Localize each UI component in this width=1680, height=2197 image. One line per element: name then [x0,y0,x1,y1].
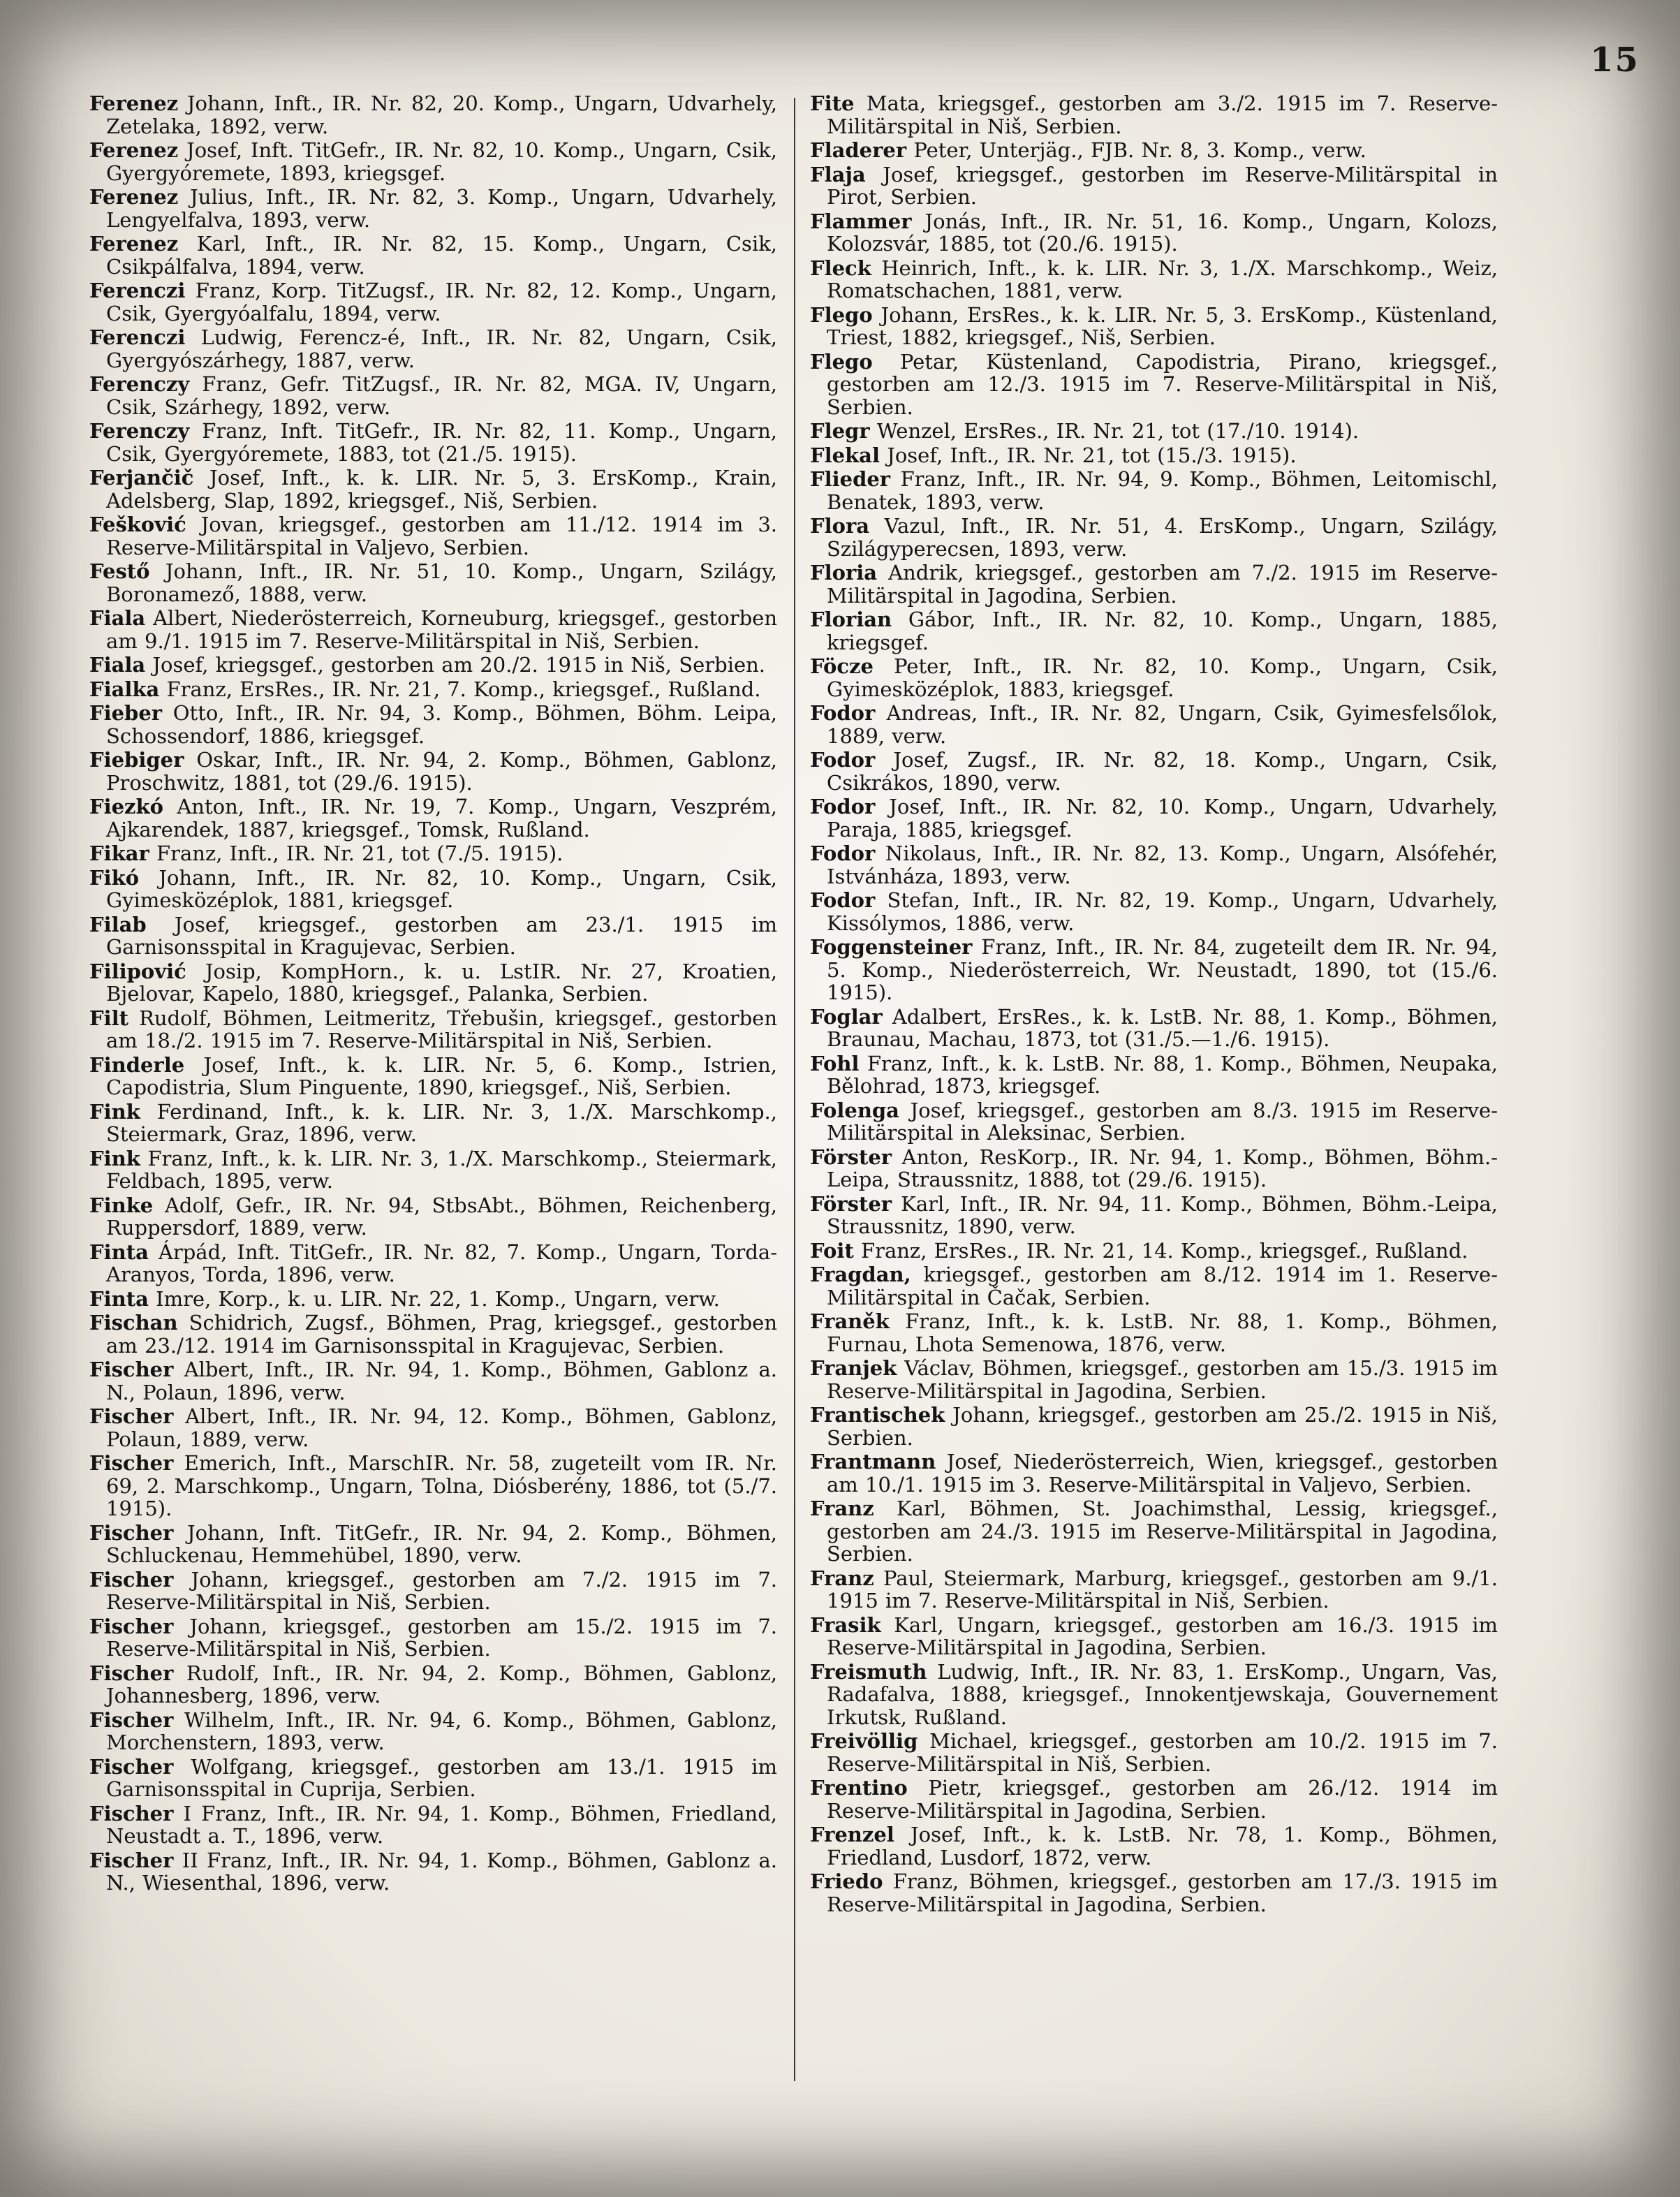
entry-details: Ferdinand, Inft., k. k. LIR. Nr. 3, 1./X. Marschkomp., Steiermark, Graz, 1896, verw. [106,1099,777,1146]
entry-details: Schidrich, Zugsf., Böhmen, Prag, kriegsgef., gestorben am 23./12. 1914 im Garnisonsspital in Kragujevac, Serbien. [106,1311,778,1358]
list-entry [810,257,1498,302]
list-entry [89,1194,777,1240]
list-entry [810,561,1498,607]
entry-details: Ludwig, Inft., IR. Nr. 83, 1. ErsKomp., Ungarn, Vas, Radafalva, 1888, kriegsgef., Innokentjewskaja, Gouvernement Irkutsk, Rußland. [827,1659,1498,1729]
entry-surname: Frantischek [810,1403,945,1427]
list-entry [810,1567,1498,1612]
entry-surname: Freismuth [810,1659,927,1684]
entry-details: Stefan, Inft., IR. Nr. 82, 19. Komp., Ungarn, Udvarhely, Kissólymos, 1886, verw. [827,888,1498,935]
entry-details: Franz, Inft. TitGefr., IR. Nr. 82, 11. Komp., Ungarn, Csik, Gyergyóremete, 1883, tot (21./5. 1915). [106,419,777,466]
entry-surname: Festő [89,559,150,583]
list-entry [810,444,1498,467]
entry-details: Wolfgang, kriegsgef., gestorben am 13./1. 1915 im Garnisonsspital in Cuprija, Serbien. [106,1754,777,1801]
entry-details: Karl, Inft., IR. Nr. 82, 15. Komp., Ungarn, Csik, Csikpálfalva, 1894, verw. [106,232,778,279]
entry-surname: Fink [89,1146,140,1170]
list-entry [89,1452,777,1520]
list-entry [89,1662,777,1707]
entry-surname: Föcze [810,654,874,678]
entry-details: Josip, KompHorn., k. u. LstIR. Nr. 27, Kroatien, Bjelovar, Kapelo, 1880, kriegsgef., Palanka, Serbien. [106,959,777,1006]
entry-surname: Fiebiger [89,748,184,772]
column-divider [794,98,795,2081]
entry-details: Otto, Inft., IR. Nr. 94, 3. Komp., Böhmen, Böhm. Leipa, Schossendorf, 1886, kriegsgef. [106,701,778,748]
list-entry [89,233,777,278]
entry-surname: Folenga [810,1098,899,1122]
entry-details: Karl, Inft., IR. Nr. 94, 11. Komp., Böhmen, Böhm.-Leipa, Straussnitz, 1890, verw. [827,1191,1498,1238]
entry-surname: Fite [810,91,855,115]
entry-surname: Floria [810,561,878,585]
list-entry [810,1146,1498,1191]
list-entry [810,515,1498,560]
list-entry [89,373,777,418]
entry-surname: Franjek [810,1356,897,1380]
entry-details: Julius, Inft., IR. Nr. 82, 3. Komp., Ungarn, Udvarhely, Lengyelfalva, 1893, verw. [106,185,777,232]
list-entry [810,1099,1498,1145]
entry-surname: Ferenez [89,185,179,209]
list-entry [89,466,777,512]
entry-details: Jovan, kriegsgef., gestorben am 11./12. 1914 im 3. Reserve-Militärspital in Valjevo, Serbien. [106,513,777,559]
list-entry [810,1497,1498,1566]
list-entry [810,1661,1498,1729]
list-entry [89,1358,777,1404]
entry-surname: Fischer [89,1358,174,1381]
list-entry [89,1007,777,1052]
entry-details: Ludwig, Ferencz-é, Inft., IR. Nr. 82, Ungarn, Csik, Gyergyószárhegy, 1887, verw. [106,325,777,372]
list-entry [89,1054,777,1099]
entry-details: Heinrich, Inft., k. k. LIR. Nr. 3, 1./X. Marschkomp., Weiz, Romatschachen, 1881, verw. [827,256,1498,302]
entry-details: Franz, Inft., k. k. LstB. Nr. 88, 1. Komp., Böhmen, Neupaka, Bělohrad, 1873, kriegsgef. [827,1051,1498,1098]
list-entry [810,1263,1498,1309]
list-entry [810,163,1498,209]
entry-surname: Ferenczi [89,325,186,349]
entry-details: Josef, Inft. TitGefr., IR. Nr. 82, 10. Komp., Ungarn, Csik, Gyergyóremete, 1893, kriegsgef. [106,138,777,185]
entry-details: Albert, Inft., IR. Nr. 94, 1. Komp., Böhmen, Gablonz a. N., Polaun, 1896, verw. [106,1358,778,1404]
entry-surname: Fischer [89,1754,174,1779]
entry-details: Franz, ErsRes., IR. Nr. 21, 7. Komp., kriegsgef., Rußland. [166,677,761,701]
entry-details: Mata, kriegsgef., gestorben am 3./2. 1915 im 7. Reserve-Militärspital in Niš, Serbien. [827,91,1498,138]
list-entry [89,139,777,184]
entry-surname: Fischer [89,1848,174,1872]
entry-details: Emerich, Inft., MarschIR. Nr. 58, zugeteilt vom IR. Nr. 69, 2. Marschkomp., Ungarn, Tolna, Diósberény, 1886, tot (5./7. 1915). [106,1451,777,1520]
entry-surname: Fialka [89,677,160,701]
entry-surname: Finta [89,1286,149,1311]
list-entry [810,889,1498,934]
entry-surname: Freivöllig [810,1729,918,1753]
entry-details: Josef, kriegsgef., gestorben am 23./1. 1915 im Garnisonsspital in Kragujevac, Serbien. [106,912,778,959]
list-entry [89,1241,777,1286]
entry-surname: Fragdan, [810,1263,911,1286]
entry-surname: Fešković [89,513,186,536]
entry-details: Gábor, Inft., IR. Nr. 82, 10. Komp., Ungarn, 1885, kriegsgef. [827,608,1498,654]
list-entry [89,1288,777,1311]
entry-surname: Flekal [810,443,880,467]
entry-surname: Frentino [810,1776,908,1800]
list-entry [89,186,777,231]
list-entry [89,842,777,865]
entry-surname: Fiala [89,606,146,630]
list-entry [89,749,777,794]
list-entry [89,1615,777,1661]
list-entry [810,608,1498,654]
entry-surname: Foggensteiner [810,935,973,959]
list-entry [810,749,1498,794]
entry-surname: Ferenczy [89,372,190,396]
entry-details: II Franz, Inft., IR. Nr. 94, 1. Komp., Böhmen, Gablonz a. N., Wiesenthal, 1896, verw. [106,1848,778,1895]
entry-surname: Fiezkó [89,795,163,818]
entry-details: Franz, Böhmen, kriegsgef., gestorben am 17./3. 1915 im Reserve-Militärspital in Jagodina, Serbien. [827,1869,1498,1916]
list-entry [810,1870,1498,1916]
list-entry [89,678,777,701]
list-entry [810,1614,1498,1659]
entry-details: Franz, Gefr. TitZugsf., IR. Nr. 82, MGA. IV, Ungarn, Csik, Szárhegy, 1892, verw. [106,372,778,419]
entry-details: Adalbert, ErsRes., k. k. LstB. Nr. 88, 1. Komp., Böhmen, Braunau, Machau, 1873, tot (31./5.—1./6. 1915). [827,1004,1498,1051]
entry-details: Nikolaus, Inft., IR. Nr. 82, 13. Komp., Ungarn, Alsófehér, Istvánháza, 1893, verw. [827,842,1498,888]
entry-details: Árpád, Inft. TitGefr., IR. Nr. 82, 7. Komp., Ungarn, Torda-Aranyos, Torda, 1896, verw. [106,1240,777,1286]
entry-surname: Franz [810,1566,874,1590]
entry-details: Anton, Inft., IR. Nr. 19, 7. Komp., Ungarn, Veszprém, Ajkarendek, 1887, kriegsgef., Tomsk, Rußland. [106,795,778,842]
page-number: 15 [1590,41,1640,80]
entry-details: Josef, kriegsgef., gestorben im Reserve-Militärspital in Pirot, Serbien. [827,162,1498,209]
entry-details: Wilhelm, Inft., IR. Nr. 94, 6. Komp., Böhmen, Gablonz, Morchenstern, 1893, verw. [106,1707,777,1754]
entry-surname: Fodor [810,842,876,865]
list-entry [89,1756,777,1801]
list-entry [810,420,1498,443]
entry-surname: Fischer [89,1614,174,1638]
list-entry [89,326,777,372]
entry-details: Franz, Inft., IR. Nr. 21, tot (7./5. 1915). [156,842,563,865]
entry-details: Rudolf, Böhmen, Leitmeritz, Třebušin, kriegsgef., gestorben am 18./2. 1915 im 7. Reserve-Militärspital in Niš, Serbien. [106,1006,778,1052]
entry-details: Petar, Küstenland, Capodistria, Pirano, kriegsgef., gestorben am 12./3. 1915 im 7. Reserve-Militärspital in Niš, Serbien. [827,349,1498,419]
entry-surname: Frasik [810,1612,881,1637]
list-entry [810,1310,1498,1355]
entry-details: Rudolf, Inft., IR. Nr. 94, 2. Komp., Böhmen, Gablonz, Johannesberg, 1896, verw. [106,1661,778,1707]
entry-details: Václav, Böhmen, kriegsgef., gestorben am 15./3. 1915 im Reserve-Militärspital in Jagodina, Serbien. [827,1356,1498,1403]
list-entry [89,960,777,1006]
entry-surname: Flieder [810,467,891,491]
entry-details: I Franz, Inft., IR. Nr. 94, 1. Komp., Böhmen, Friedland, Neustadt a. T., 1896, verw. [106,1801,777,1848]
entry-details: Johann, kriegsgef., gestorben am 7./2. 1915 im 7. Reserve-Militärspital in Niš, Serbien. [106,1567,778,1614]
list-entry [89,1568,777,1614]
entry-details: Johann, Inft., IR. Nr. 82, 10. Komp., Ungarn, Csik, Gyimesközéplok, 1881, kriegsgef. [106,865,777,912]
entry-details: Josef, kriegsgef., gestorben am 20./2. 1915 in Niš, Serbien. [152,653,766,677]
entry-surname: Flaja [810,162,866,186]
entry-surname: Fischan [89,1311,178,1335]
entry-surname: Fischer [89,1661,174,1685]
list-entry [810,351,1498,419]
list-entry [810,92,1498,138]
entry-surname: Fischer [89,1404,174,1428]
entry-details: Josef, Inft., k. k. LstB. Nr. 78, 1. Komp., Böhmen, Friedland, Lusdorf, 1872, verw. [827,1823,1498,1869]
entry-surname: Fischer [89,1520,174,1545]
entry-surname: Fikar [89,842,149,865]
entry-surname: Finta [89,1240,149,1264]
entry-surname: Flammer [810,209,912,233]
list-entry [89,279,777,325]
list-entry [810,842,1498,888]
left-column [89,92,777,1896]
list-entry [89,1405,777,1450]
list-entry [89,420,777,465]
entry-surname: Fohl [810,1051,860,1075]
entry-surname: Fischer [89,1801,174,1825]
entry-surname: Ferjančič [89,466,194,490]
list-entry [89,560,777,605]
list-entry [89,1522,777,1567]
list-entry [810,210,1498,256]
list-entry [89,1802,777,1848]
entry-surname: Flegr [810,419,870,443]
entry-surname: Fikó [89,865,140,890]
entry-details: Andreas, Inft., IR. Nr. 82, Ungarn, Csik, Gyimesfelsőlok, 1889, verw. [827,701,1498,748]
list-entry [89,513,777,559]
list-entry [89,1101,777,1146]
list-entry [810,1450,1498,1496]
entry-details: Oskar, Inft., IR. Nr. 94, 2. Komp., Böhmen, Gablonz, Proschwitz, 1881, tot (29./6. 1915). [106,748,778,795]
entry-details: Josef, Inft., k. k. LIR. Nr. 5, 6. Komp., Istrien, Capodistria, Slum Pinguente, 1890, kriegsgef., Niš, Serbien. [106,1052,778,1099]
entry-details: Jonás, Inft., IR. Nr. 51, 16. Komp., Ungarn, Kolozs, Kolozsvár, 1885, tot (20./6. 1915). [827,209,1498,256]
entry-surname: Förster [810,1191,892,1216]
entry-surname: Frantmann [810,1450,936,1474]
entry-surname: Fodor [810,748,876,772]
list-entry [89,913,777,959]
entry-surname: Friedo [810,1869,883,1893]
list-entry [89,867,777,912]
entry-details: Johann, ErsRes., k. k. LIR. Nr. 5, 3. ErsKomp., Küstenland, Triest, 1882, kriegsgef., Niš, Serbien. [827,302,1498,349]
entry-surname: Fleck [810,256,871,280]
entry-details: Johann, kriegsgef., gestorben am 15./2. 1915 im 7. Reserve-Militärspital in Niš, Serbien. [106,1614,777,1661]
entry-surname: Fodor [810,888,876,912]
list-entry [810,1052,1498,1098]
entry-details: Johann, Inft., IR. Nr. 82, 20. Komp., Ungarn, Udvarhely, Zetelaka, 1892, verw. [106,91,778,138]
entry-details: Peter, Inft., IR. Nr. 82, 10. Komp., Ungarn, Csik, Gyimesközéplok, 1883, kriegsgef. [827,654,1498,701]
list-entry [810,1777,1498,1822]
entry-surname: Filab [89,912,147,936]
entry-details: kriegsgef., gestorben am 8./12. 1914 im 1. Reserve-Militärspital in Čačak, Serbien. [827,1263,1498,1309]
right-column [810,92,1498,1917]
entry-surname: Fink [89,1099,140,1124]
entry-details: Karl, Ungarn, kriegsgef., gestorben am 16./3. 1915 im Reserve-Militärspital in Jagodina, Serbien. [827,1612,1498,1659]
entry-surname: Fladerer [810,138,907,162]
entry-details: Franz, ErsRes., IR. Nr. 21, 14. Komp., kriegsgef., Rußland. [860,1238,1468,1263]
entry-surname: Fischer [89,1567,174,1592]
list-entry [810,655,1498,700]
list-entry [810,702,1498,747]
entry-details: Vazul, Inft., IR. Nr. 51, 4. ErsKomp., Ungarn, Szilágy, Szilágyperecsen, 1893, verw. [827,514,1498,561]
entry-surname: Florian [810,608,892,631]
list-entry [89,92,777,138]
entry-details: Josef, Inft., k. k. LIR. Nr. 5, 3. ErsKomp., Krain, Adelsberg, Slap, 1892, kriegsgef., Niš, Serbien. [106,466,777,513]
entry-details: Adolf, Gefr., IR. Nr. 94, StbsAbt., Böhmen, Reichenberg, Ruppersdorf, 1889, verw. [106,1193,778,1240]
list-entry [89,607,777,652]
entry-details: Franz, Inft., IR. Nr. 94, 9. Komp., Böhmen, Leitomischl, Benatek, 1893, verw. [827,467,1498,514]
entry-surname: Flora [810,514,870,538]
entry-details: Josef, Niederösterreich, Wien, kriegsgef., gestorben am 10./1. 1915 im 3. Reserve-Militärspital in Valjevo, Serbien. [827,1450,1498,1497]
entry-surname: Fischer [89,1451,174,1475]
list-entry [89,702,777,747]
list-entry [810,304,1498,349]
entry-surname: Finderle [89,1052,185,1077]
entry-details: Franz, Inft., k. k. LIR. Nr. 3, 1./X. Marschkomp., Steiermark, Feldbach, 1895, verw. [106,1146,777,1193]
list-entry [810,468,1498,513]
entry-details: Paul, Steiermark, Marburg, kriegsgef., gestorben am 9./1. 1915 im 7. Reserve-Militärspital in Niš, Serbien. [827,1566,1498,1612]
entry-details: Franz, Inft., k. k. LstB. Nr. 88, 1. Komp., Böhmen, Furnau, Lhota Semenowa, 1876, verw. [827,1309,1498,1356]
entry-details: Johann, kriegsgef., gestorben am 25./2. 1915 in Niš, Serbien. [827,1403,1498,1450]
entry-surname: Ferenez [89,138,179,162]
list-entry [810,1823,1498,1869]
list-entry [89,1709,777,1754]
list-entry [810,1730,1498,1775]
entry-details: Karl, Böhmen, St. Joachimsthal, Lessig, kriegsgef., gestorben am 24./3. 1915 im Reserve-Militärspital in Jagodina, Serbien. [827,1497,1498,1566]
entry-details: Pietr, kriegsgef., gestorben am 26./12. 1914 im Reserve-Militärspital in Jagodina, Serbien. [827,1776,1498,1823]
entry-surname: Franz [810,1497,874,1520]
entry-surname: Franěk [810,1309,890,1333]
list-entry [89,795,777,841]
entry-surname: Ferenez [89,91,179,115]
entry-details: Imre, Korp., k. u. LIR. Nr. 22, 1. Komp., Ungarn, verw. [156,1286,720,1311]
list-entry [810,936,1498,1004]
entry-surname: Fischer [89,1707,174,1732]
entry-surname: Fodor [810,701,876,725]
entry-surname: Fodor [810,795,876,818]
list-entry [89,654,777,677]
list-entry [810,1006,1498,1051]
list-entry [810,1240,1498,1263]
entry-details: Josef, Inft., IR. Nr. 21, tot (15./3. 1915). [887,443,1297,467]
entry-surname: Ferenczy [89,419,190,443]
list-entry [89,1849,777,1895]
entry-surname: Filt [89,1006,129,1030]
list-entry [810,139,1498,162]
entry-details: Albert, Niederösterreich, Korneuburg, kriegsgef., gestorben am 9./1. 1915 im 7. Reserve-Militärspital in Niš, Serbien. [106,606,777,653]
entry-details: Peter, Unterjäg., FJB. Nr. 8, 3. Komp., verw. [913,138,1366,162]
entry-surname: Fieber [89,701,163,725]
entry-surname: Frenzel [810,1823,894,1846]
entry-details: Johann, Inft., IR. Nr. 51, 10. Komp., Ungarn, Szilágy, Boronamező, 1888, verw. [106,559,778,606]
entry-surname: Förster [810,1145,892,1169]
entry-surname: Flego [810,349,873,374]
entry-details: Anton, ResKorp., IR. Nr. 94, 1. Komp., Böhmen, Böhm.-Leipa, Straussnitz, 1888, tot (29./6. 1915). [827,1145,1498,1191]
entry-details: Josef, Zugsf., IR. Nr. 82, 18. Komp., Ungarn, Csik, Csikrákos, 1890, verw. [827,748,1498,795]
entry-details: Wenzel, ErsRes., IR. Nr. 21, tot (17./10. 1914). [876,419,1360,443]
list-entry [89,1311,777,1357]
entry-details: Albert, Inft., IR. Nr. 94, 12. Komp., Böhmen, Gablonz, Polaun, 1889, verw. [106,1404,777,1451]
entry-surname: Fiala [89,653,146,677]
entry-details: Andrik, kriegsgef., gestorben am 7./2. 1915 im Reserve-Militärspital in Jagodina, Serbien. [827,561,1498,608]
entry-details: Franz, Korp. TitZugsf., IR. Nr. 82, 12. Komp., Ungarn, Csik, Gyergyóalfalu, 1894, verw. [106,279,778,325]
list-entry [810,795,1498,841]
entry-surname: Foit [810,1238,854,1263]
entry-details: Michael, kriegsgef., gestorben am 10./2. 1915 im 7. Reserve-Militärspital in Niš, Serbien. [827,1729,1498,1776]
entry-surname: Ferenez [89,232,179,256]
entry-details: Johann, Inft. TitGefr., IR. Nr. 94, 2. Komp., Böhmen, Schluckenau, Hemmehübel, 1890, verw. [106,1520,778,1567]
entry-details: Franz, Inft., IR. Nr. 84, zugeteilt dem IR. Nr. 94, 5. Komp., Niederösterreich, Wr. Neustadt, 1890, tot (15./6. 1915). [827,935,1498,1004]
list-entry [89,1147,777,1193]
entry-surname: Finke [89,1193,154,1217]
entry-surname: Flego [810,302,873,327]
entry-details: Josef, kriegsgef., gestorben am 8./3. 1915 im Reserve-Militärspital in Aleksinac, Serbien. [827,1098,1498,1145]
list-entry [810,1357,1498,1402]
entry-surname: Ferenczi [89,279,186,302]
list-entry [810,1404,1498,1449]
entry-details: Josef, Inft., IR. Nr. 82, 10. Komp., Ungarn, Udvarhely, Paraja, 1885, kriegsgef. [827,795,1498,842]
entry-surname: Foglar [810,1004,883,1029]
entry-surname: Filipović [89,959,186,983]
list-entry [810,1193,1498,1238]
